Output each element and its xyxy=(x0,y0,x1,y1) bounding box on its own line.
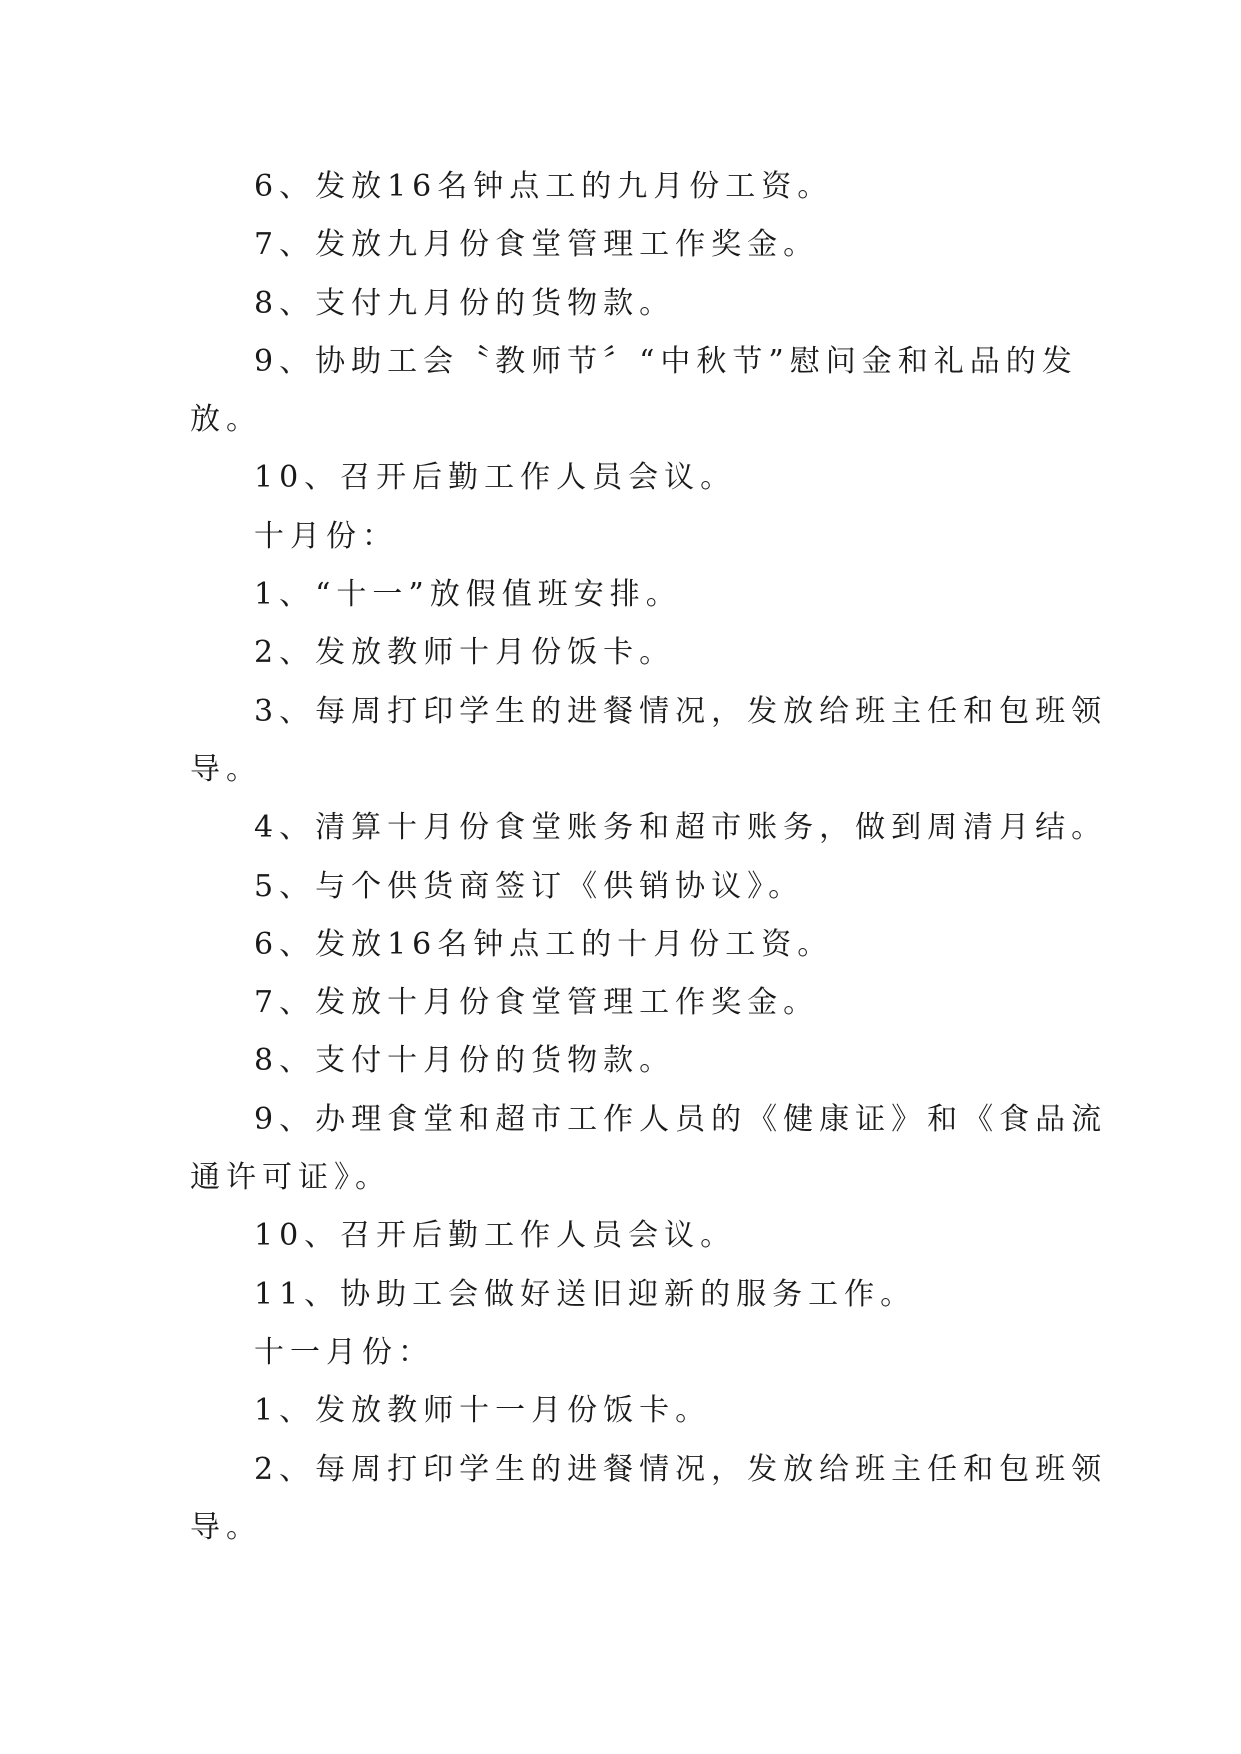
section-heading-october: 十月份： xyxy=(254,518,398,554)
paragraph-line: 2、每周打印学生的进餐情况，发放给班主任和包班领 xyxy=(254,1451,1108,1487)
paragraph-line: 4、清算十月份食堂账务和超市账务，做到周清月结。 xyxy=(254,810,1108,846)
section-heading-november: 十一月份： xyxy=(254,1334,434,1370)
paragraph-line: 9、协助工会〝教师节〞“中秋节”慰问金和礼品的发 xyxy=(254,343,1078,379)
paragraph-line: 3、每周打印学生的进餐情况，发放给班主任和包班领 xyxy=(254,693,1108,729)
paragraph-line: 6、发放16名钟点工的十月份工资。 xyxy=(254,926,834,962)
document-body xyxy=(190,158,1108,1557)
paragraph-line: 9、办理食堂和超市工作人员的《健康证》和《食品流 xyxy=(254,1101,1108,1137)
paragraph-line: 10、召开后勤工作人员会议。 xyxy=(254,1218,737,1254)
paragraph-line: 8、支付十月份的货物款。 xyxy=(254,1043,676,1079)
paragraph-line: 11、协助工会做好送旧迎新的服务工作。 xyxy=(254,1276,917,1312)
paragraph-line-continuation: 导。 xyxy=(190,1509,262,1545)
paragraph-line-continuation: 导。 xyxy=(190,751,262,787)
paragraph-line: 1、“十一”放假值班安排。 xyxy=(254,577,682,613)
paragraph-line-continuation: 放。 xyxy=(190,402,262,438)
paragraph-line: 7、发放十月份食堂管理工作奖金。 xyxy=(254,985,820,1021)
paragraph-line: 5、与个供货商签订《供销协议》。 xyxy=(254,868,805,904)
paragraph-line: 1、发放教师十一月份饭卡。 xyxy=(254,1393,712,1429)
paragraph-line: 7、发放九月份食堂管理工作奖金。 xyxy=(254,227,820,263)
paragraph-line-continuation: 通许可证》。 xyxy=(190,1160,391,1196)
paragraph-line: 2、发放教师十月份饭卡。 xyxy=(254,635,676,671)
paragraph-line: 10、召开后勤工作人员会议。 xyxy=(254,460,737,496)
paragraph-line: 6、发放16名钟点工的九月份工资。 xyxy=(254,169,834,204)
paragraph-line: 8、支付九月份的货物款。 xyxy=(254,285,676,321)
